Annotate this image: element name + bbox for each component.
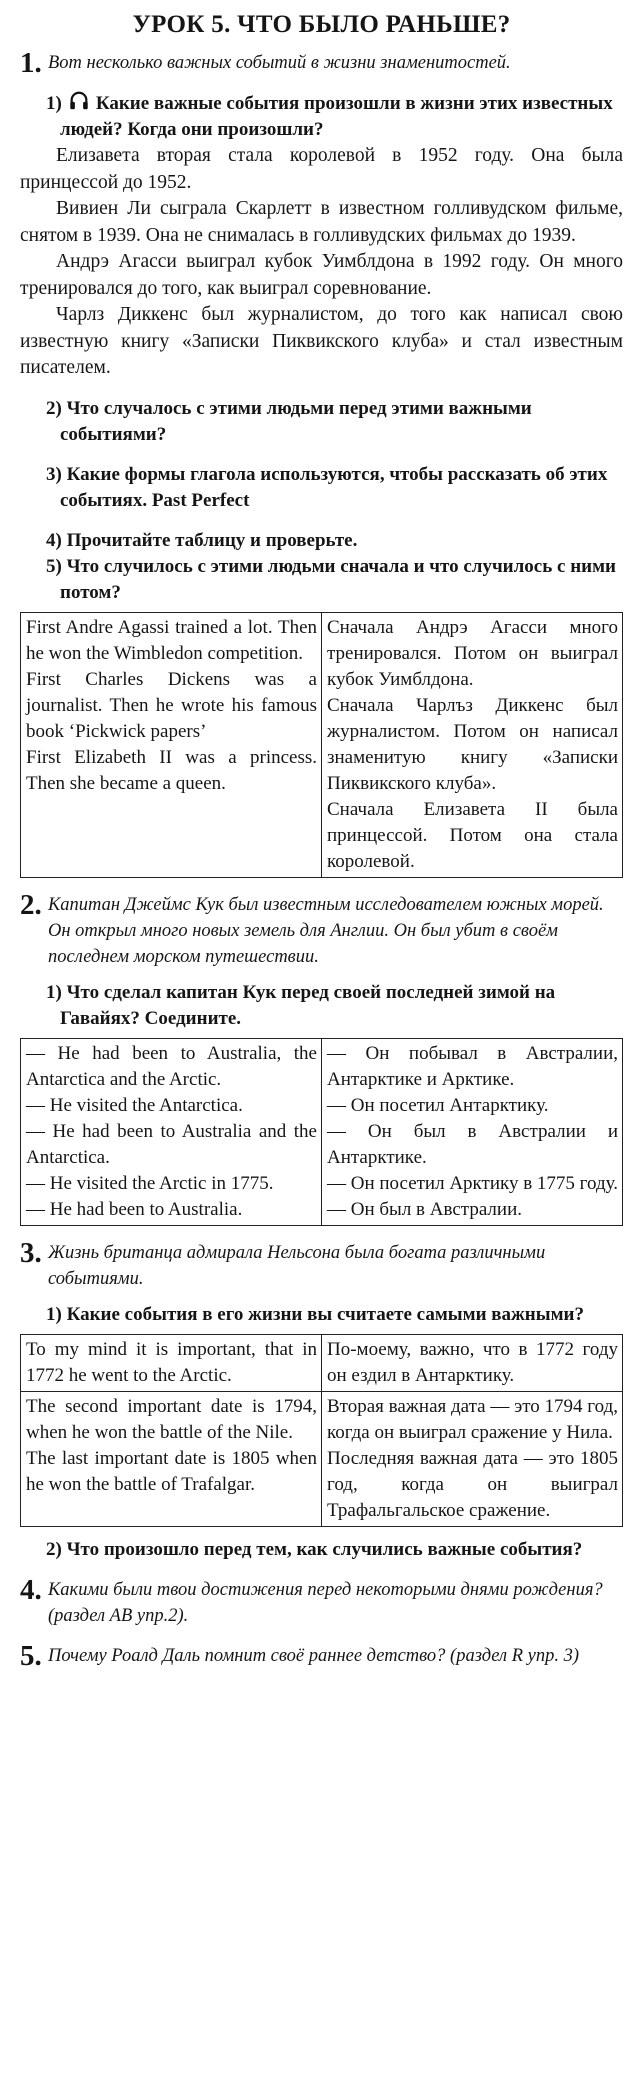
- question-1-1: 1) Какие важные события произошли в жизни этих известных людей? Когда они произошли?: [20, 90, 623, 143]
- table-3: [20, 1334, 623, 1527]
- task-1: [20, 47, 623, 79]
- question-3-1: 1) Какие события в его жизни вы считаете самыми важными?: [46, 1303, 584, 1325]
- table-2: [20, 1038, 623, 1226]
- task-intro: Вот несколько важных событий в жизни знаменитостей.: [48, 53, 511, 73]
- task-intro: Капитан Джеймс Кук был известным исследователем южных морей. Он открыл много новых земель для Англии. Он был убит в своём последнем морском путешествии.: [48, 894, 604, 967]
- table-cell-english: The second important date is 1794, when he won the battle of the Nile. The last important date is 1805 when he won the battle of Trafalgar.: [21, 1391, 322, 1526]
- table-cell-russian: — Он побывал в Австралии, Антарктике и Арктике. — Он посетил Антарктику. — Он был в Австралии и Антарктике. — Он посетил Арктику в 1775 году. — Он был в Австралии.: [322, 1038, 623, 1225]
- question-1-2: 2) Что случалось с этими людьми перед этими важными событиями?: [46, 397, 532, 445]
- task-number: 5.: [20, 1639, 42, 1672]
- question-1-4: 4) Прочитайте таблицу и проверьте.: [46, 529, 358, 551]
- task-number: 4.: [20, 1573, 42, 1606]
- table-cell-english: — He had been to Australia, the Antarctica and the Arctic. — He visited the Antarctica. — He had been to Australia and the Antarctica. — He visited the Arctic in 1775. — He had been to Australia.: [21, 1038, 322, 1225]
- table-cell-russian: По-моему, важно, что в 1772 году он ездил в Антарктику.: [322, 1334, 623, 1391]
- task-intro: Какими были твои достижения перед некоторыми днями рождения? (раздел АВ упр.2).: [48, 1579, 603, 1626]
- task-number: 1.: [20, 47, 42, 79]
- question-2-1: 1) Что сделал капитан Кук перед своей последней зимой на Гавайях? Соедините.: [46, 981, 556, 1029]
- table-1: [20, 612, 623, 878]
- lesson-title: УРОК 5. ЧТО БЫЛО РАНЬШЕ?: [132, 11, 511, 38]
- paragraph: Андрэ Агасси выиграл кубок Уимблдона в 1992 году. Он много тренировался до того, как выиграл соревнование.: [20, 251, 623, 299]
- table-row: [21, 1038, 623, 1225]
- table-row: [21, 1334, 623, 1391]
- question-1-5: 5) Что случилось с этими людьми сначала и что случилось с ними потом?: [46, 555, 616, 603]
- task-2: [20, 888, 623, 970]
- table-row: [21, 1391, 623, 1526]
- paragraph: Елизавета вторая стала королевой в 1952 году. Она была принцессой до 1952.: [20, 145, 623, 193]
- table-row: [21, 612, 623, 877]
- question-3-2: 2) Что произошло перед тем, как случились важные события?: [46, 1538, 583, 1560]
- task-5: [20, 1639, 623, 1672]
- task-3: [20, 1236, 623, 1292]
- task-intro: Жизнь британца адмирала Нельсона была богата различными событиями.: [48, 1242, 546, 1289]
- table-cell-english: First Andre Agassi trained a lot. Then he won the Wimbledon competition. First Charles Dickens was a journalist. Then he wrote his famous book ‘Pickwick papers’ First Elizabeth II was a princess. Then she became a queen.: [21, 612, 322, 877]
- task-number: 2.: [20, 888, 42, 921]
- task-4: [20, 1573, 623, 1629]
- paragraph: Чарлз Диккенс был журналистом, до того как написал свою известную книгу «Записки Пиквикского клуба» и стал известным писателем.: [20, 304, 623, 378]
- table-cell-russian: Сначала Андрэ Агасси много тренировался. Потом он выиграл кубок Уимблдона. Сначала Чарлъз Диккенс был журналистом. Потом он написал знаменитую книгу «Записки Пиквикского клуба». Сначала Елизавета II была принцессой. Потом она стала королевой.: [322, 612, 623, 877]
- headphones-icon: [68, 90, 90, 112]
- table-cell-english: To my mind it is important, that in 1772 he went to the Arctic.: [21, 1334, 322, 1391]
- task-intro: Почему Роалд Даль помнит своё раннее детство? (раздел R упр. 3): [48, 1645, 580, 1666]
- table-cell-russian: Вторая важная дата — это 1794 год, когда он выиграл сражение у Нила. Последняя важная дата — это 1805 год, когда он выиграл Трафальгальское сражение.: [322, 1391, 623, 1526]
- paragraph: Вивиен Ли сыграла Скарлетт в известном голливудском фильме, снятом в 1939. Она не снималась в голливудских фильмах до 1939.: [20, 198, 623, 246]
- question-1-3: 3) Какие формы глагола используются, чтобы рассказать об этих событиях. Past Perfect: [46, 463, 608, 511]
- task-number: 3.: [20, 1236, 42, 1269]
